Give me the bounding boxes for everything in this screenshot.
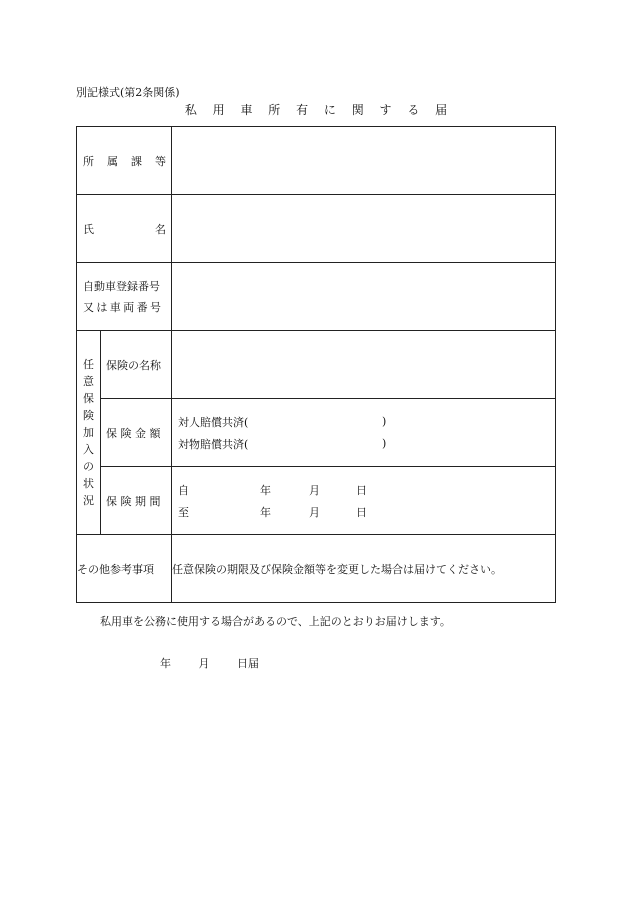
period-from-line: 自 年 月 日 [178,483,367,497]
submission-statement: 私用車を公務に使用する場合があるので、上記のとおりお届けします。 [100,615,451,628]
row-department [77,127,556,195]
label-registration: 自動車登録番号 又は車両番号 [77,263,172,331]
row-name [77,195,556,263]
field-name[interactable] [172,195,556,263]
label-insurance-status: 任 意 保 険 加 入 の 状 況 [77,331,101,535]
field-insurance-amount[interactable] [172,399,556,467]
field-other[interactable]: 任意保険の期限及び保険金額等を変更した場合は届けてください。 [172,535,556,603]
form-reference: 別記様式(第2条関係) [76,86,180,99]
label-insurance-name: 保険の名称 [101,331,172,399]
submission-date[interactable]: 年 月 日届 [160,657,259,670]
field-insurance-name[interactable] [172,331,556,399]
field-insurance-period[interactable] [172,467,556,535]
property-liability-line: 対物賠償共済( ) [178,437,387,451]
label-other: その他参考事項 [77,535,172,603]
notification-form-table [76,126,556,603]
row-registration [77,263,556,331]
row-insurance-period [77,467,556,535]
label-insurance-amount: 保 険 金 額 [101,399,172,467]
form-title: 私 用 車 所 有 に 関 す る 届 [184,103,454,117]
row-insurance-amount [77,399,556,467]
label-department: 所 属 課 等 [77,127,172,195]
period-to-line: 至 年 月 日 [178,505,367,519]
label-name: 氏 名 [77,195,172,263]
label-insurance-period: 保 険 期 間 [101,467,172,535]
row-insurance-name [77,331,556,399]
field-department[interactable] [172,127,556,195]
field-registration[interactable] [172,263,556,331]
person-liability-line: 対人賠償共済( ) [178,415,387,429]
row-other [77,535,556,603]
